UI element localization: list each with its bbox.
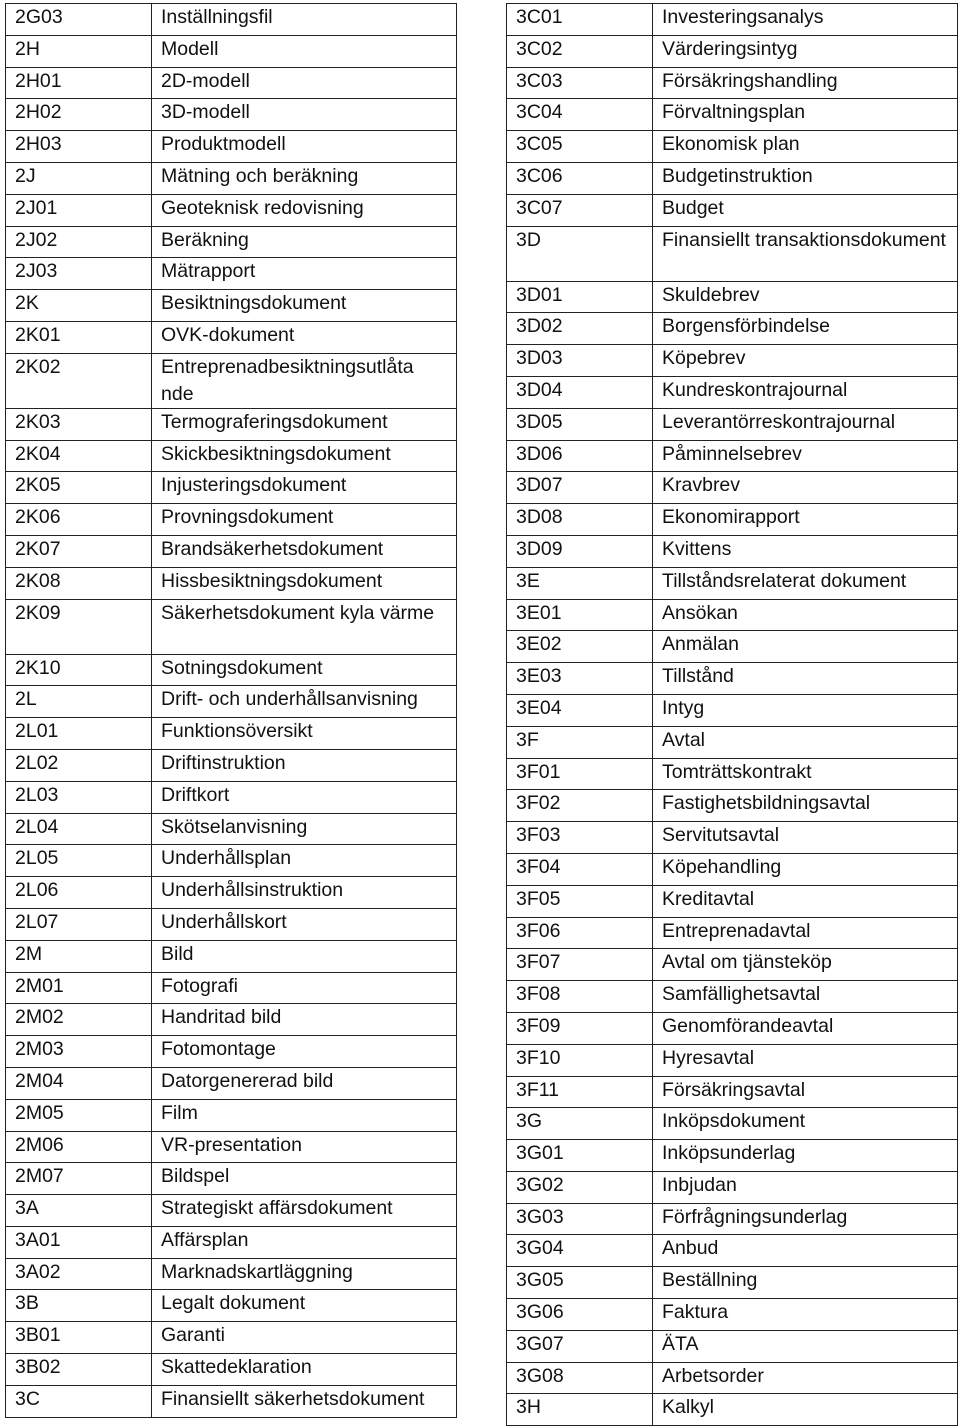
label-cell: Driftinstruktion [152, 749, 457, 781]
code-cell: 3B [6, 1290, 152, 1322]
label-cell: OVK-dokument [152, 321, 457, 353]
code-cell: 2L02 [6, 749, 152, 781]
table-row [507, 131, 958, 163]
label-cell: Fotomontage [152, 1036, 457, 1068]
table-row [507, 1076, 958, 1108]
label-cell: Marknadskartläggning [152, 1258, 457, 1290]
table-row [507, 885, 958, 917]
label-cell: Tillstånd [653, 663, 958, 695]
code-cell: 2J03 [6, 258, 152, 290]
table-row [507, 1203, 958, 1235]
label-cell: Affärsplan [152, 1226, 457, 1258]
code-cell: 3E03 [507, 663, 653, 695]
label-cell: Försäkringsavtal [653, 1076, 958, 1108]
code-cell: 2H02 [6, 99, 152, 131]
table-row [507, 1108, 958, 1140]
label-cell: Injusteringsdokument [152, 472, 457, 504]
code-cell: 3C01 [507, 4, 653, 36]
table-row [507, 694, 958, 726]
label-cell: Borgensförbindelse [653, 313, 958, 345]
code-cell: 2M04 [6, 1067, 152, 1099]
table-row [6, 1226, 457, 1258]
label-cell: Finansiellt säkerhetsdokument [152, 1385, 457, 1417]
label-cell: Termograferingsdokument [152, 408, 457, 440]
table-row [6, 1258, 457, 1290]
code-cell: 2K03 [6, 408, 152, 440]
table-row [507, 162, 958, 194]
label-cell: Bild [152, 940, 457, 972]
table-row [6, 845, 457, 877]
label-cell: Kreditavtal [653, 885, 958, 917]
code-cell: 3A02 [6, 1258, 152, 1290]
code-cell: 2J [6, 162, 152, 194]
code-cell: 2K05 [6, 472, 152, 504]
table-row [507, 281, 958, 313]
table-row [507, 663, 958, 695]
label-cell: Fotografi [152, 972, 457, 1004]
label-cell: Garanti [152, 1322, 457, 1354]
code-cell: 2K09 [6, 599, 152, 654]
table-row [507, 726, 958, 758]
label-cell: Genomförandeavtal [653, 1012, 958, 1044]
code-cell: 3G08 [507, 1362, 653, 1394]
table-row [6, 472, 457, 504]
label-cell: Värderingsintyg [653, 35, 958, 67]
label-cell: Skattedeklaration [152, 1354, 457, 1386]
table-row [6, 1163, 457, 1195]
code-cell: 3D07 [507, 472, 653, 504]
table-row [507, 99, 958, 131]
code-cell: 3D03 [507, 345, 653, 377]
code-cell: 2K [6, 290, 152, 322]
label-cell: Entreprenadbesiktningsutlåta nde [152, 353, 457, 408]
code-cell: 3G05 [507, 1267, 653, 1299]
label-cell: Köpehandling [653, 853, 958, 885]
label-cell: Skötselanvisning [152, 813, 457, 845]
table-row [6, 504, 457, 536]
label-cell: Kalkyl [653, 1394, 958, 1426]
code-cell: 3A01 [6, 1226, 152, 1258]
code-cell: 3G03 [507, 1203, 653, 1235]
table-row [6, 877, 457, 909]
table-row [507, 1394, 958, 1426]
code-cell: 2K01 [6, 321, 152, 353]
label-cell: Funktionsöversikt [152, 718, 457, 750]
table-row [507, 408, 958, 440]
code-cell: 2H03 [6, 131, 152, 163]
left-table-body [6, 4, 457, 1418]
code-cell: 2K10 [6, 654, 152, 686]
table-row [507, 917, 958, 949]
table-row [507, 376, 958, 408]
code-cell: 3D01 [507, 281, 653, 313]
code-cell: 3G04 [507, 1235, 653, 1267]
code-cell: 2K06 [6, 504, 152, 536]
code-cell: 2H [6, 35, 152, 67]
table-row [507, 1140, 958, 1172]
label-cell: Anmälan [653, 631, 958, 663]
label-cell: Mätrapport [152, 258, 457, 290]
label-cell: Provningsdokument [152, 504, 457, 536]
table-row [6, 686, 457, 718]
table-row [507, 472, 958, 504]
table-row [507, 313, 958, 345]
table-row [6, 226, 457, 258]
code-cell: 3D02 [507, 313, 653, 345]
code-cell: 3G07 [507, 1330, 653, 1362]
label-cell: Mätning och beräkning [152, 162, 457, 194]
code-cell: 3C04 [507, 99, 653, 131]
table-row [6, 131, 457, 163]
code-cell: 3F08 [507, 981, 653, 1013]
code-cell: 3D04 [507, 376, 653, 408]
code-cell: 2H01 [6, 67, 152, 99]
label-cell: Tillståndsrelaterat dokument [653, 567, 958, 599]
right-code-table [506, 3, 958, 1426]
table-row [6, 813, 457, 845]
table-row [507, 1044, 958, 1076]
label-cell: Samfällighetsavtal [653, 981, 958, 1013]
code-cell: 3C06 [507, 162, 653, 194]
table-row [6, 440, 457, 472]
label-cell: Driftkort [152, 781, 457, 813]
code-cell: 2M07 [6, 1163, 152, 1195]
label-cell: Bildspel [152, 1163, 457, 1195]
code-cell: 2K02 [6, 353, 152, 408]
code-cell: 3F03 [507, 822, 653, 854]
table-row [507, 345, 958, 377]
table-row [6, 567, 457, 599]
code-cell: 2L05 [6, 845, 152, 877]
label-cell: 3D-modell [152, 99, 457, 131]
table-row [6, 972, 457, 1004]
label-cell: Skuldebrev [653, 281, 958, 313]
table-row [6, 1195, 457, 1227]
table-row [6, 194, 457, 226]
label-cell: Datorgenererad bild [152, 1067, 457, 1099]
code-cell: 3C07 [507, 194, 653, 226]
code-cell: 2K08 [6, 567, 152, 599]
table-row [6, 1322, 457, 1354]
label-cell: Tomträttskontrakt [653, 758, 958, 790]
table-row [507, 440, 958, 472]
code-cell: 2L06 [6, 877, 152, 909]
code-cell: 2M06 [6, 1131, 152, 1163]
code-cell: 2L04 [6, 813, 152, 845]
code-cell: 3G02 [507, 1171, 653, 1203]
code-cell: 3F10 [507, 1044, 653, 1076]
label-cell: Underhållsinstruktion [152, 877, 457, 909]
code-cell: 2K07 [6, 535, 152, 567]
code-cell: 2M [6, 940, 152, 972]
code-cell: 3E02 [507, 631, 653, 663]
code-cell: 3B01 [6, 1322, 152, 1354]
code-cell: 3A [6, 1195, 152, 1227]
code-cell: 3D06 [507, 440, 653, 472]
table-row [507, 853, 958, 885]
code-cell: 3D08 [507, 504, 653, 536]
table-row [6, 599, 457, 654]
code-cell: 3G [507, 1108, 653, 1140]
table-row [6, 908, 457, 940]
code-cell: 3F11 [507, 1076, 653, 1108]
label-cell: Avtal om tjänsteköp [653, 949, 958, 981]
code-cell: 3F02 [507, 790, 653, 822]
label-cell: Beställning [653, 1267, 958, 1299]
table-row [507, 4, 958, 36]
table-row [507, 1171, 958, 1203]
label-cell: Leverantörreskontrajournal [653, 408, 958, 440]
code-cell: 3F05 [507, 885, 653, 917]
table-row [507, 194, 958, 226]
label-cell: Kravbrev [653, 472, 958, 504]
code-cell: 3D05 [507, 408, 653, 440]
table-row [6, 781, 457, 813]
code-cell: 3C03 [507, 67, 653, 99]
label-cell: Avtal [653, 726, 958, 758]
right-table-body [507, 4, 958, 1426]
label-cell: Inköpsdokument [653, 1108, 958, 1140]
table-row [507, 758, 958, 790]
label-cell: Servitutsavtal [653, 822, 958, 854]
table-row [6, 67, 457, 99]
table-row [6, 1036, 457, 1068]
code-cell: 3H [507, 1394, 653, 1426]
table-row [6, 162, 457, 194]
code-cell: 2G03 [6, 4, 152, 36]
code-cell: 3F01 [507, 758, 653, 790]
table-row [507, 535, 958, 567]
table-row [507, 822, 958, 854]
table-row [6, 749, 457, 781]
table-row [507, 504, 958, 536]
label-cell: Kvittens [653, 535, 958, 567]
label-cell: Beräkning [152, 226, 457, 258]
label-cell: Underhållskort [152, 908, 457, 940]
code-cell: 3G06 [507, 1299, 653, 1331]
label-cell: Intyg [653, 694, 958, 726]
label-cell: Budget [653, 194, 958, 226]
label-cell: Sotningsdokument [152, 654, 457, 686]
code-cell: 3D09 [507, 535, 653, 567]
code-cell: 3F06 [507, 917, 653, 949]
table-row [6, 940, 457, 972]
code-cell: 3F07 [507, 949, 653, 981]
label-cell: ÄTA [653, 1330, 958, 1362]
table-row [507, 1267, 958, 1299]
label-cell: VR-presentation [152, 1131, 457, 1163]
code-cell: 2L01 [6, 718, 152, 750]
table-row [6, 718, 457, 750]
label-cell: Investeringsanalys [653, 4, 958, 36]
table-row [507, 599, 958, 631]
code-cell: 3D [507, 226, 653, 281]
label-cell: Anbud [653, 1235, 958, 1267]
code-cell: 2M02 [6, 1004, 152, 1036]
label-cell: Köpebrev [653, 345, 958, 377]
table-row [507, 1235, 958, 1267]
table-row [507, 35, 958, 67]
label-cell: Budgetinstruktion [653, 162, 958, 194]
table-row [6, 535, 457, 567]
table-row [6, 1354, 457, 1386]
label-cell: Ekonomisk plan [653, 131, 958, 163]
table-row [507, 1362, 958, 1394]
table-row [507, 567, 958, 599]
table-row [507, 1299, 958, 1331]
table-row [6, 408, 457, 440]
label-cell: Besiktningsdokument [152, 290, 457, 322]
table-row [6, 1290, 457, 1322]
code-cell: 2M03 [6, 1036, 152, 1068]
table-row [6, 654, 457, 686]
code-cell: 2K04 [6, 440, 152, 472]
label-cell: Produktmodell [152, 131, 457, 163]
label-cell: Skickbesiktningsdokument [152, 440, 457, 472]
label-cell: Hissbesiktningsdokument [152, 567, 457, 599]
table-row [6, 353, 457, 408]
label-cell: Arbetsorder [653, 1362, 958, 1394]
code-cell: 2L [6, 686, 152, 718]
left-code-table [5, 3, 457, 1418]
label-cell: Säkerhetsdokument kyla värme [152, 599, 457, 654]
table-row [6, 321, 457, 353]
label-cell: Förfrågningsunderlag [653, 1203, 958, 1235]
label-cell: Inställningsfil [152, 4, 457, 36]
label-cell: Inköpsunderlag [653, 1140, 958, 1172]
code-cell: 3C05 [507, 131, 653, 163]
table-row [507, 1012, 958, 1044]
code-cell: 3G01 [507, 1140, 653, 1172]
label-cell: Film [152, 1099, 457, 1131]
table-row [507, 949, 958, 981]
label-cell: Modell [152, 35, 457, 67]
table-row [6, 35, 457, 67]
label-cell: Hyresavtal [653, 1044, 958, 1076]
code-cell: 3F04 [507, 853, 653, 885]
label-cell: Faktura [653, 1299, 958, 1331]
table-row [6, 4, 457, 36]
label-cell: Drift- och underhållsanvisning [152, 686, 457, 718]
table-row [507, 226, 958, 281]
label-cell: Finansiellt transaktionsdokument [653, 226, 958, 281]
code-cell: 3C02 [507, 35, 653, 67]
label-cell: Strategiskt affärsdokument [152, 1195, 457, 1227]
code-cell: 2J01 [6, 194, 152, 226]
table-row [6, 99, 457, 131]
table-row [507, 981, 958, 1013]
label-cell: Legalt dokument [152, 1290, 457, 1322]
code-cell: 2M01 [6, 972, 152, 1004]
label-cell: Förvaltningsplan [653, 99, 958, 131]
label-cell: Entreprenadavtal [653, 917, 958, 949]
code-cell: 2L07 [6, 908, 152, 940]
table-row [6, 1067, 457, 1099]
table-row [6, 1004, 457, 1036]
table-row [6, 1385, 457, 1417]
code-cell: 3F09 [507, 1012, 653, 1044]
table-row [507, 790, 958, 822]
code-cell: 3E01 [507, 599, 653, 631]
table-row [507, 631, 958, 663]
table-row [507, 1330, 958, 1362]
label-cell: Handritad bild [152, 1004, 457, 1036]
label-cell: Underhållsplan [152, 845, 457, 877]
code-cell: 3E [507, 567, 653, 599]
code-cell: 3E04 [507, 694, 653, 726]
label-cell: Geoteknisk redovisning [152, 194, 457, 226]
code-cell: 3B02 [6, 1354, 152, 1386]
label-cell: Ansökan [653, 599, 958, 631]
table-row [507, 67, 958, 99]
label-cell: Kundreskontrajournal [653, 376, 958, 408]
code-cell: 2J02 [6, 226, 152, 258]
table-row [6, 258, 457, 290]
code-cell: 2L03 [6, 781, 152, 813]
label-cell: Ekonomirapport [653, 504, 958, 536]
label-cell: Brandsäkerhetsdokument [152, 535, 457, 567]
table-row [6, 1131, 457, 1163]
code-cell: 3C [6, 1385, 152, 1417]
code-cell: 3F [507, 726, 653, 758]
label-cell: Inbjudan [653, 1171, 958, 1203]
table-row [6, 1099, 457, 1131]
label-cell: Försäkringshandling [653, 67, 958, 99]
label-cell: Fastighetsbildningsavtal [653, 790, 958, 822]
table-row [6, 290, 457, 322]
label-cell: 2D-modell [152, 67, 457, 99]
code-cell: 2M05 [6, 1099, 152, 1131]
label-cell: Påminnelsebrev [653, 440, 958, 472]
